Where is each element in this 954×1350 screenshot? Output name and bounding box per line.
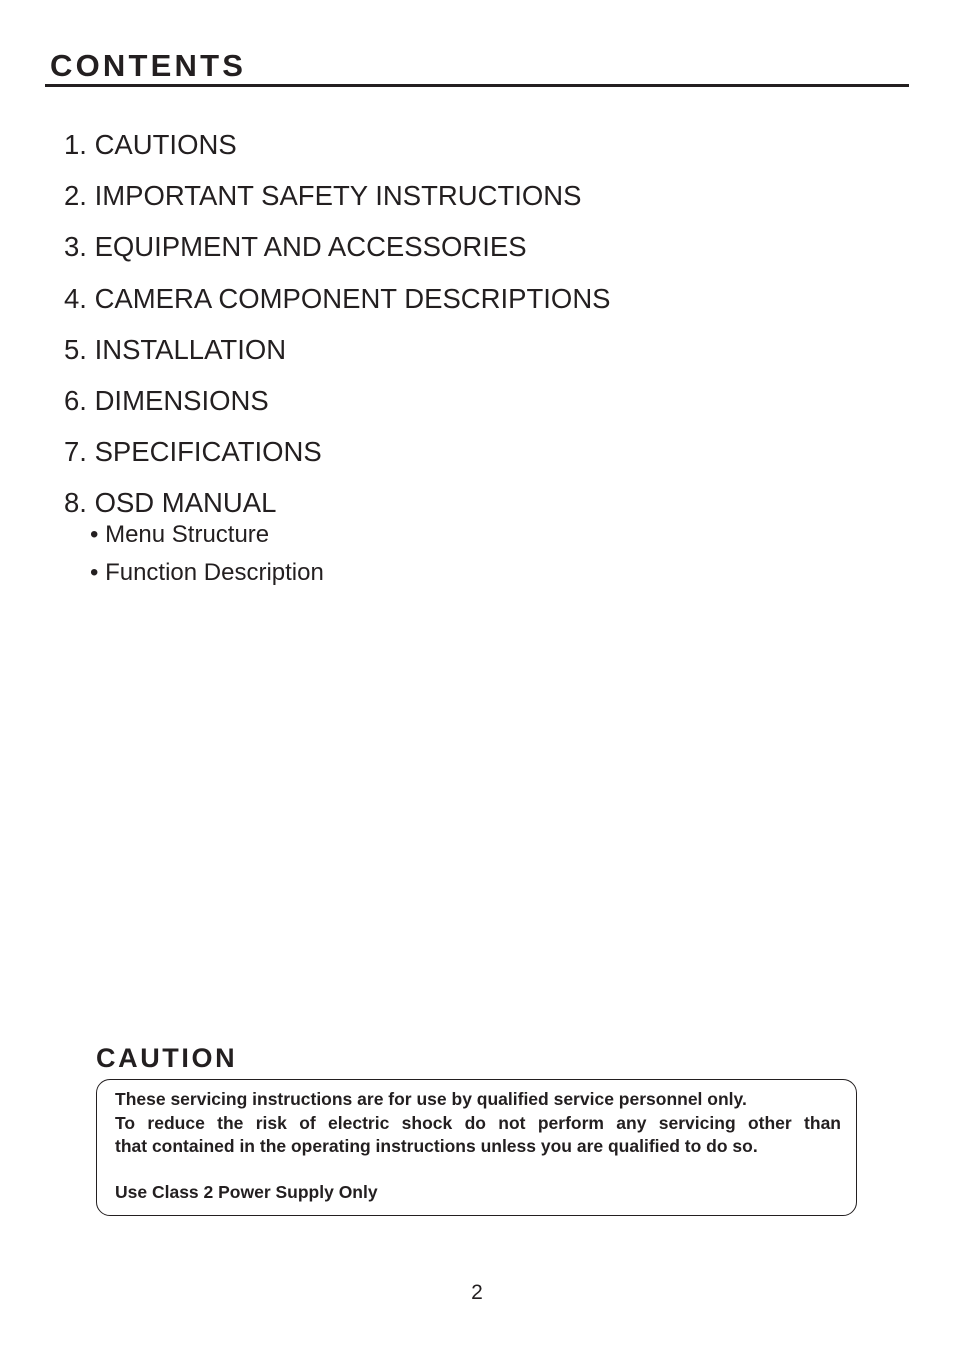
toc-item-equipment-and-accessories[interactable]: 3. EQUIPMENT AND ACCESSORIES	[64, 231, 527, 262]
toc-item-osd-manual[interactable]: 8. OSD MANUAL	[64, 487, 277, 518]
page-number: 2	[471, 1281, 483, 1304]
toc-subitem-function-description[interactable]: • Function Description	[90, 559, 324, 586]
toc-subitem-menu-structure[interactable]: • Menu Structure	[90, 521, 270, 548]
toc-item-important-safety-instructions[interactable]: 2. IMPORTANT SAFETY INSTRUCTIONS	[64, 180, 582, 211]
power-supply-note: Use Class 2 Power Supply Only	[115, 1182, 378, 1202]
toc-item-cautions[interactable]: 1. CAUTIONS	[64, 129, 237, 160]
caution-notice-box	[96, 1079, 857, 1216]
toc-item-specifications[interactable]: 7. SPECIFICATIONS	[64, 436, 322, 467]
heading-divider	[45, 84, 909, 87]
caution-text-line: that contained in the operating instructions unless you are qualified to do so.	[115, 1136, 758, 1156]
caution-heading: CAUTION	[96, 1043, 238, 1073]
toc-item-camera-component-descriptions[interactable]: 4. CAMERA COMPONENT DESCRIPTIONS	[64, 283, 611, 314]
toc-item-dimensions[interactable]: 6. DIMENSIONS	[64, 385, 269, 416]
caution-text-line: These servicing instructions are for use by qualified service personnel only.	[115, 1089, 747, 1109]
caution-text-line: To reduce the risk of electric shock do not perform any servicing other than	[115, 1113, 841, 1133]
toc-item-installation[interactable]: 5. INSTALLATION	[64, 334, 287, 365]
contents-heading: CONTENTS	[50, 48, 247, 83]
